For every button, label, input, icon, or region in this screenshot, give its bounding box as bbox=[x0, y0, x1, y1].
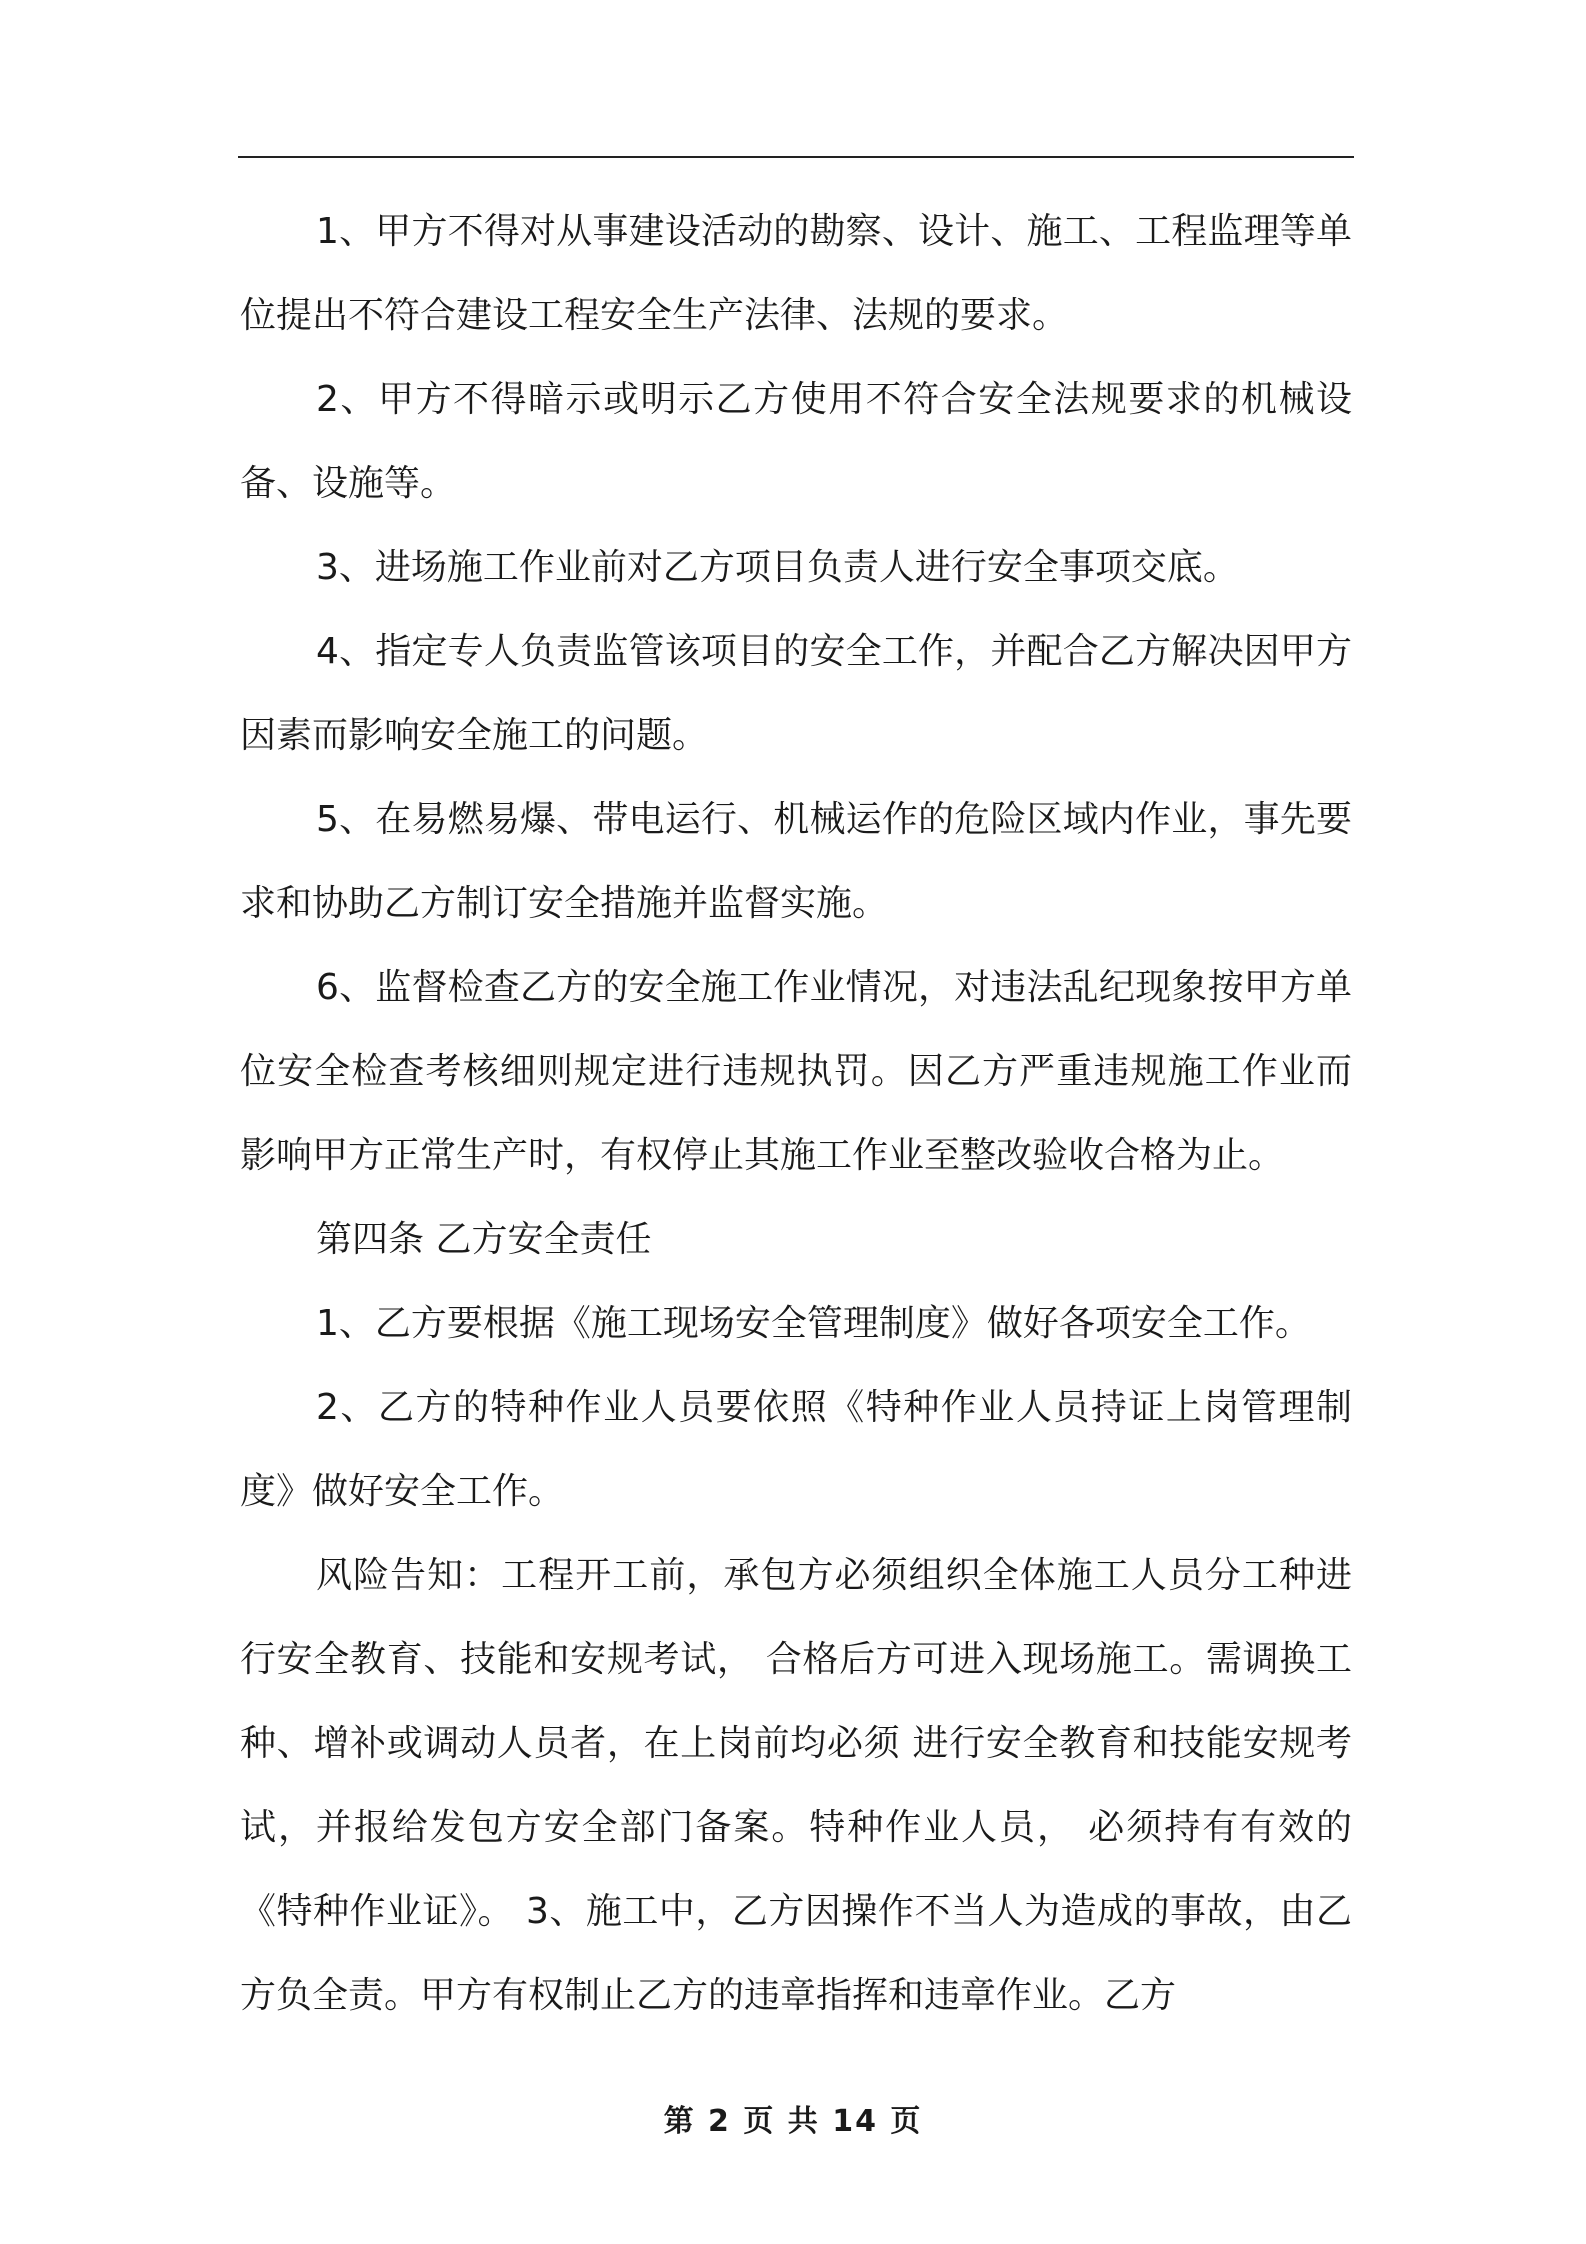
page-number-footer: 第 2 页 共 14 页 bbox=[663, 2104, 923, 2139]
clause-2-paragraph: 2、甲方不得暗示或明示乙方使用不符合安全法规要求的机械设备、设施等。 bbox=[240, 379, 1352, 504]
article-4-heading: 第四条 乙方安全责任 bbox=[316, 1219, 652, 1260]
clause-3-paragraph: 3、进场施工作业前对乙方项目负责人进行安全事项交底。 bbox=[316, 547, 1239, 588]
clause-4-paragraph: 4、指定专人负责监管该项目的安全工作，并配合乙方解决因甲方因素而影响安全施工的问题。 bbox=[240, 631, 1352, 756]
header-rule bbox=[238, 156, 1354, 158]
document-body bbox=[240, 190, 1352, 2038]
party-b-clause-2-paragraph: 2、乙方的特种作业人员要依照《特种作业人员持证上岗管理制度》做好安全工作。 bbox=[240, 1387, 1352, 1512]
clause-6-paragraph: 6、监督检查乙方的安全施工作业情况，对违法乱纪现象按甲方单位安全检查考核细则规定进行违规执罚。因乙方严重违规施工作业而影响甲方正常生产时，有权停止其施工作业至整改验收合格为止。 bbox=[240, 967, 1352, 1176]
clause-5-paragraph: 5、在易燃易爆、带电运行、机械运作的危险区域内作业，事先要求和协助乙方制订安全措施并监督实施。 bbox=[240, 799, 1352, 924]
risk-notice-paragraph: 风险告知：工程开工前，承包方必须组织全体施工人员分工种进行安全教育、技能和安规考试， 合格后方可进入现场施工。需调换工种、增补或调动人员者，在上岗前均必须 进行安全教育和技能安规考试，并报给发包方安全部门备案。特种作业人员， 必须持有有效的《特种作业证》。 3、施工中，乙方因操作不当人为造成的事故，由乙方负全责。甲方有权制止乙方的违章指挥和违章作业。乙方 bbox=[240, 1555, 1352, 2016]
clause-1-paragraph: 1、甲方不得对从事建设活动的勘察、设计、施工、工程监理等单位提出不符合建设工程安全生产法律、法规的要求。 bbox=[240, 211, 1352, 336]
party-b-clause-1-paragraph: 1、乙方要根据《施工现场安全管理制度》做好各项安全工作。 bbox=[316, 1303, 1311, 1344]
